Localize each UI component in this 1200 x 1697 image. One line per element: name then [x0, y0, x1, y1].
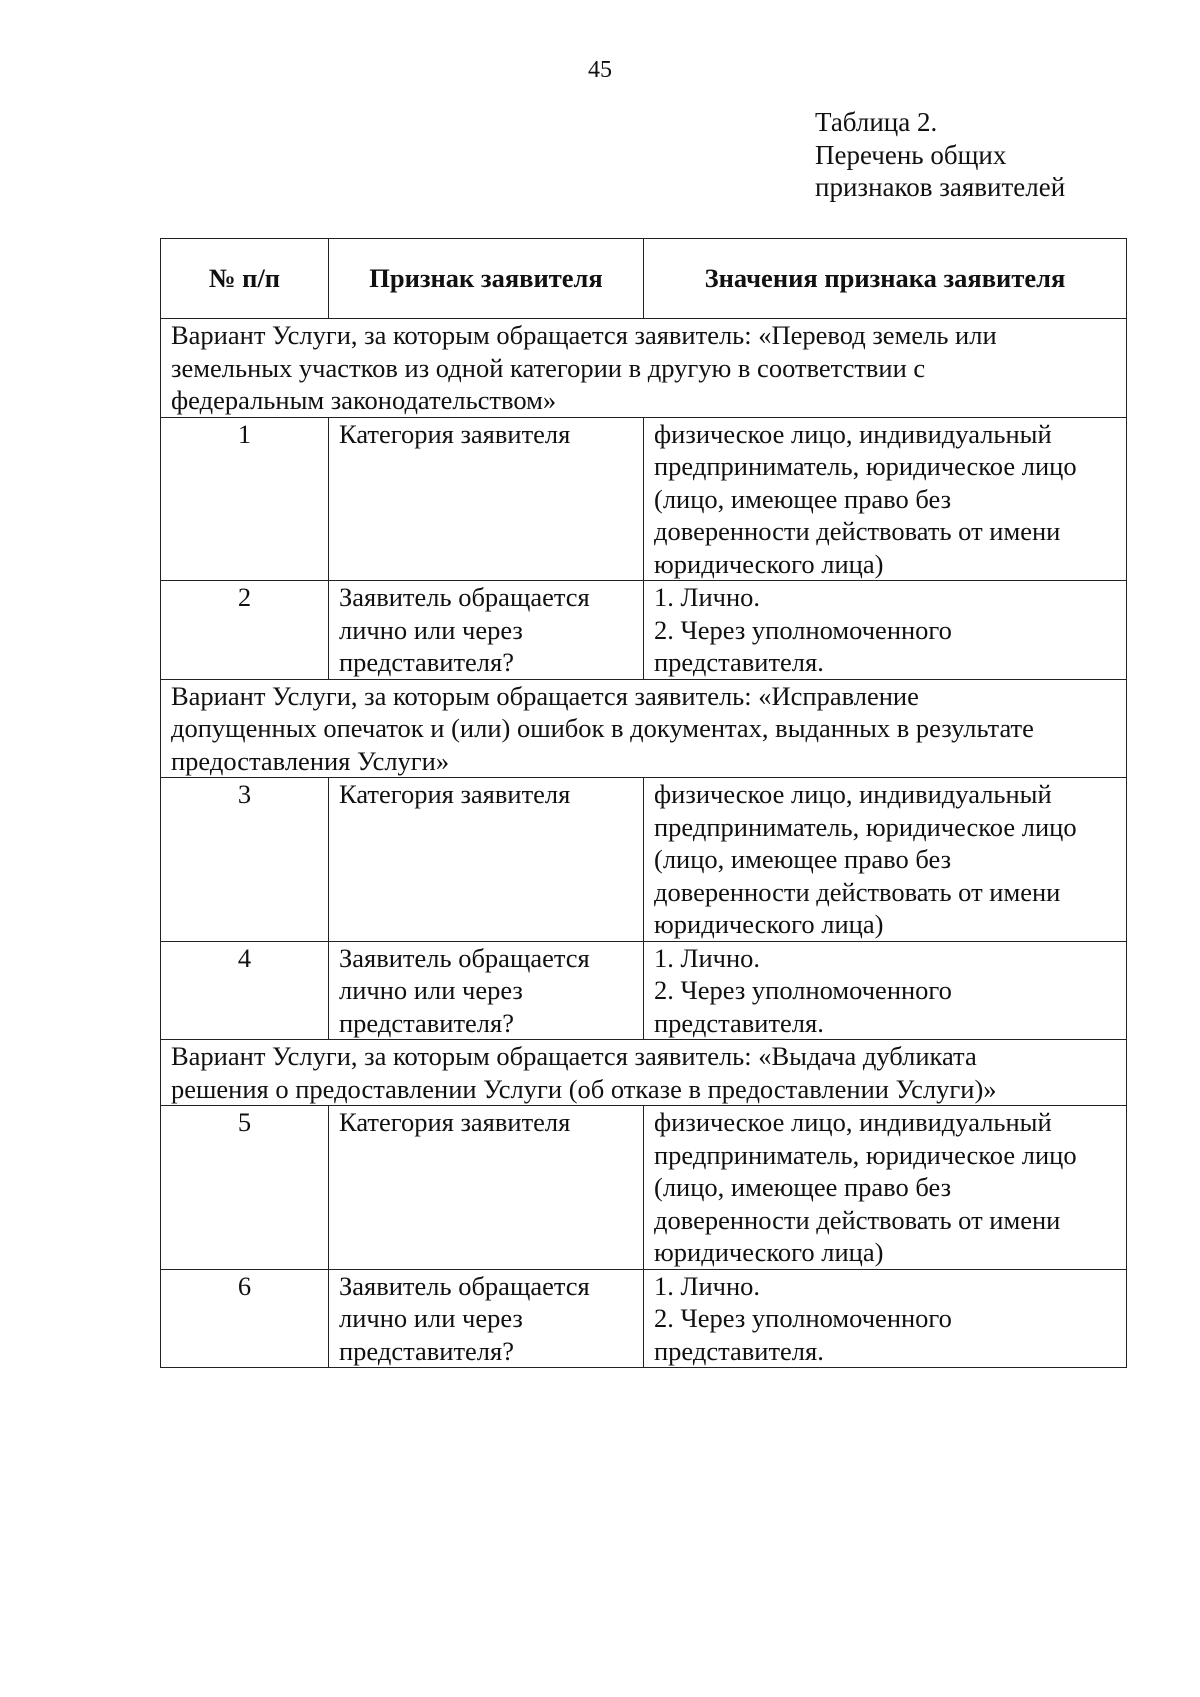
row-number: 2 — [161, 581, 329, 680]
value-cell — [644, 417, 1127, 581]
value-text-line: юридического лица) — [654, 909, 884, 939]
value-text-line: предприниматель, юридическое лицо — [654, 451, 1077, 481]
value-text-line: (лицо, имеющее право без — [654, 1172, 952, 1202]
variant-row — [161, 679, 1127, 778]
feature-cell — [329, 417, 644, 581]
value-text-line: представителя. — [654, 647, 824, 677]
row-number: 5 — [161, 1106, 329, 1270]
feature-cell — [329, 941, 644, 1040]
value-cell — [644, 1106, 1127, 1270]
value-text-line: юридического лица) — [654, 1237, 884, 1267]
feature-text-line: Категория заявителя — [339, 1107, 571, 1137]
value-text-line: представителя. — [654, 1007, 824, 1038]
caption-line: признаков заявителей — [815, 172, 1066, 202]
feature-text-line: Заявитель обращается — [339, 582, 590, 612]
variant-cell — [161, 679, 1127, 778]
feature-text-line: представителя? — [339, 1007, 514, 1038]
variant-cell — [161, 1040, 1127, 1106]
value-text-line: физическое лицо, индивидуальный — [654, 779, 1052, 809]
table-row — [161, 778, 1127, 942]
value-cell — [644, 941, 1127, 1040]
value-text-line: 1. Лично. — [654, 582, 761, 612]
table-row — [161, 941, 1127, 1040]
caption-line: Таблица 2. — [815, 107, 938, 137]
caption-line: Перечень общих — [815, 139, 1007, 170]
value-text-line: 1. Лично. — [654, 942, 761, 973]
value-cell — [644, 778, 1127, 942]
variant-row — [161, 1040, 1127, 1106]
variant-text-line: Вариант Услуги, за которым обращается заявитель: «Перевод земель или — [171, 320, 997, 350]
value-text-line: предприниматель, юридическое лицо — [654, 1139, 1077, 1170]
header-number: № п/п — [161, 239, 329, 319]
value-text-line: 1. Лично. — [654, 1270, 761, 1301]
value-text-line: юридического лица) — [654, 548, 884, 579]
value-text-line: (лицо, имеющее право без — [654, 844, 952, 874]
variant-text-line: Вариант Услуги, за которым обращается заявитель: «Исправление — [171, 680, 919, 711]
value-text-line: представителя. — [654, 1335, 824, 1366]
row-number: 6 — [161, 1269, 329, 1368]
variant-text-line: земельных участков из одной категории в другую в соответствии с — [171, 352, 926, 383]
value-text-line: доверенности действовать от имени — [654, 1204, 1061, 1235]
value-text-line: 2. Через уполномоченного — [654, 975, 952, 1005]
variant-text-line: федеральным законодательством» — [171, 385, 557, 415]
feature-text-line: представителя? — [339, 1335, 514, 1366]
table-row — [161, 581, 1127, 680]
value-cell — [644, 581, 1127, 680]
feature-text-line: лично или через — [339, 975, 523, 1005]
feature-text-line: Заявитель обращается — [339, 942, 590, 973]
feature-cell — [329, 581, 644, 680]
feature-cell — [329, 1269, 644, 1368]
table-caption — [815, 106, 1065, 204]
feature-cell — [329, 1106, 644, 1270]
value-cell — [644, 1269, 1127, 1368]
table-body — [161, 319, 1127, 1368]
value-text-line: 2. Через уполномоченного — [654, 1303, 952, 1333]
value-text-line: физическое лицо, индивидуальный — [654, 1107, 1052, 1137]
variant-cell — [161, 319, 1127, 418]
header-values: Значения признака заявителя — [644, 239, 1127, 319]
row-number: 3 — [161, 778, 329, 942]
page-number: 45 — [588, 57, 612, 83]
feature-text-line: Категория заявителя — [339, 418, 571, 449]
variant-text-line: допущенных опечаток и (или) ошибок в документах, выданных в результате — [171, 713, 1034, 743]
table-row — [161, 1106, 1127, 1270]
feature-cell — [329, 778, 644, 942]
value-text-line: физическое лицо, индивидуальный — [654, 418, 1052, 449]
feature-text-line: представителя? — [339, 647, 514, 677]
value-text-line: 2. Через уполномоченного — [654, 614, 952, 645]
row-number: 1 — [161, 417, 329, 581]
row-number: 4 — [161, 941, 329, 1040]
value-text-line: доверенности действовать от имени — [654, 516, 1061, 546]
feature-text-line: лично или через — [339, 1303, 523, 1333]
variant-text-line: Вариант Услуги, за которым обращается заявитель: «Выдача дубликата — [171, 1041, 977, 1071]
value-text-line: (лицо, имеющее право без — [654, 483, 952, 514]
variant-text-line: предоставления Услуги» — [171, 745, 450, 776]
table-row — [161, 1269, 1127, 1368]
table-header-row — [161, 239, 1127, 319]
value-text-line: предприниматель, юридическое лицо — [654, 811, 1077, 842]
variant-row — [161, 319, 1127, 418]
table-row — [161, 417, 1127, 581]
applicant-features-table — [160, 238, 1127, 1368]
value-text-line: доверенности действовать от имени — [654, 876, 1061, 907]
variant-text-line: решения о предоставлении Услуги (об отказе в предоставлении Услуги)» — [171, 1073, 997, 1104]
feature-text-line: Заявитель обращается — [339, 1270, 590, 1301]
feature-text-line: лично или через — [339, 614, 523, 645]
header-feature: Признак заявителя — [329, 239, 644, 319]
feature-text-line: Категория заявителя — [339, 779, 571, 809]
